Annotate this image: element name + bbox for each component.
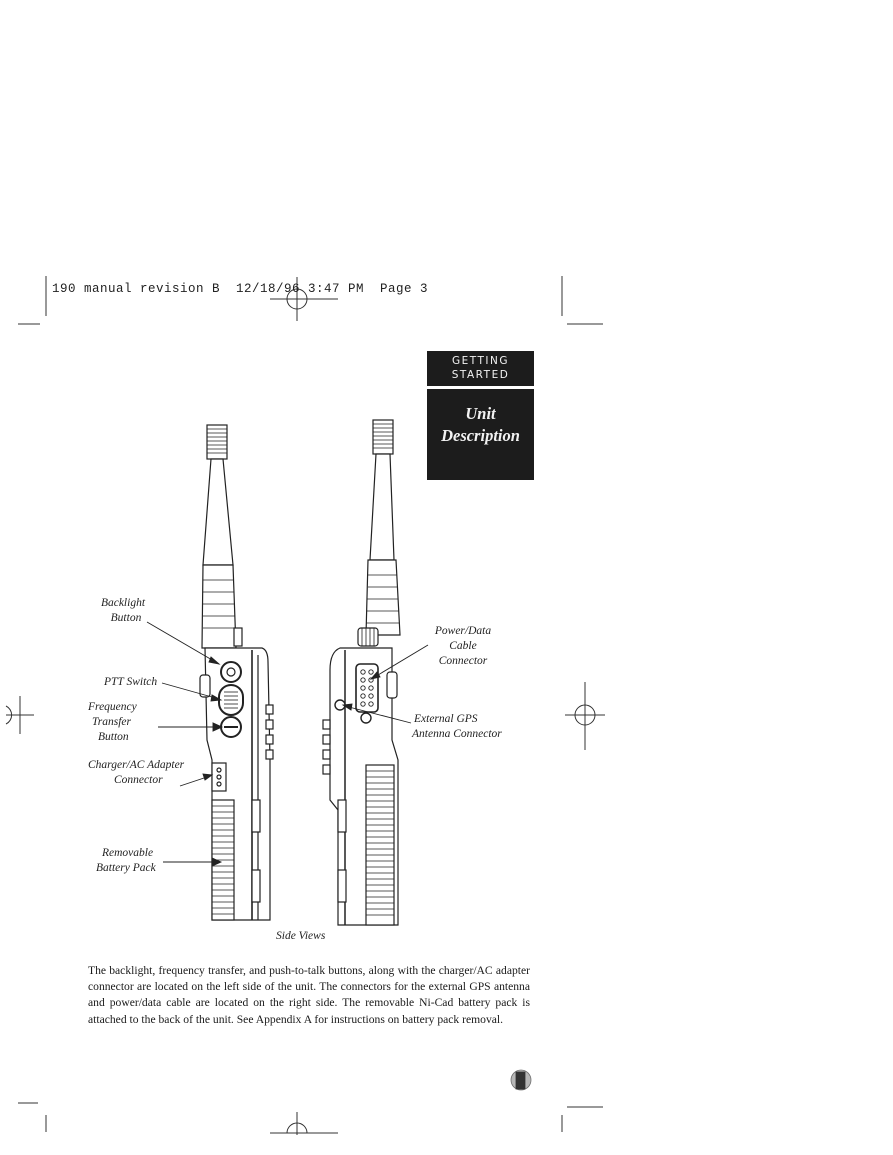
body-paragraph: The backlight, frequency transfer, and push-to-talk buttons, along with the charger/AC adapter connector are located on the left side of the unit. The connectors for the external GPS antenna and power/data cable are located on the right side. The removable Ni-Cad battery pack is attached to the back of the unit. See Appendix A for instructions on battery pack removal. (88, 964, 530, 1026)
label-charger-line2: Connector (114, 774, 163, 786)
radio-right-side-view (323, 420, 400, 925)
label-backlight-line1: Backlight (100, 597, 146, 609)
label-gps-line2: Antenna Connector (412, 728, 502, 740)
label-charger-connector (88, 758, 184, 788)
section-title-tab (427, 389, 534, 480)
label-freq-line1: Frequency (88, 701, 137, 713)
label-power-line2: Cable (449, 640, 477, 652)
section-category-tab (427, 351, 534, 386)
label-battery-line1: Removable (102, 847, 154, 859)
print-header-line: 190 manual revision B 12/18/96 3:47 PM Page 3 (52, 282, 429, 296)
section-category-line2: STARTED (451, 369, 510, 381)
section-category-line1: GETTING (451, 355, 509, 367)
section-title-line1: Unit (465, 404, 496, 423)
label-power-line1: Power/Data (434, 625, 492, 637)
registration-mark-right (565, 682, 605, 750)
label-external-gps-antenna-connector (412, 712, 502, 742)
page-corner-emblem (511, 1070, 531, 1090)
label-charger-line1: Charger/AC Adapter (88, 759, 185, 771)
label-ptt-switch: PTT Switch (104, 676, 158, 688)
label-power-data-cable-connector (433, 624, 493, 669)
registration-mark-left (6, 696, 34, 734)
figure-caption: Side Views (276, 930, 326, 942)
label-removable-battery-pack (96, 846, 156, 876)
radio-left-side-view (200, 425, 273, 920)
label-freq-line2: Transfer (92, 716, 131, 728)
label-power-line3: Connector (438, 655, 488, 667)
label-gps-line1: External GPS (414, 713, 478, 725)
registration-mark-bottom (287, 1112, 307, 1135)
section-title-line2: Description (441, 426, 520, 445)
label-backlight-line2: Button (110, 612, 142, 624)
label-freq-line3: Button (98, 731, 129, 743)
label-frequency-transfer-button (88, 700, 137, 745)
label-backlight-button (100, 596, 146, 626)
label-battery-line2: Battery Pack (96, 862, 156, 874)
